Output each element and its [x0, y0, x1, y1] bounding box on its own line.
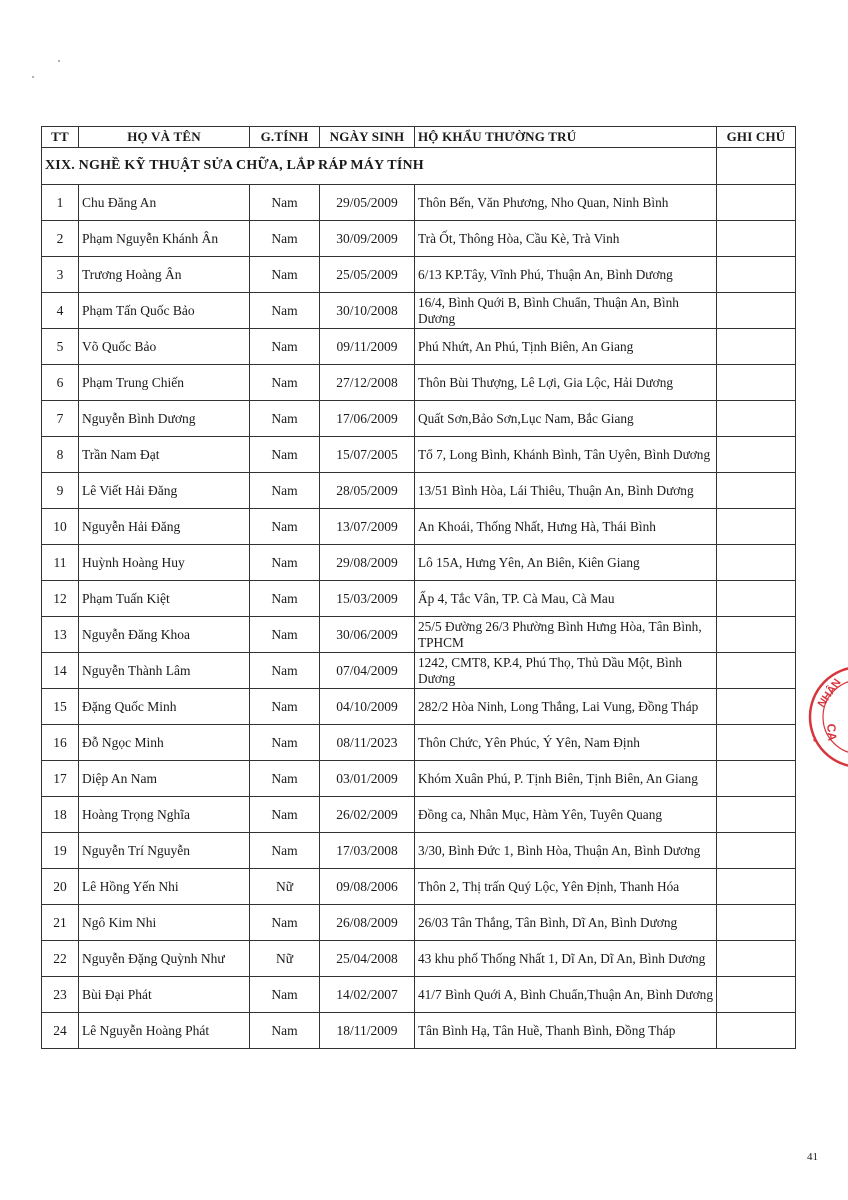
row-tt: 19 [42, 833, 79, 869]
table-row [42, 365, 796, 401]
row-address: Lô 15A, Hưng Yên, An Biên, Kiên Giang [415, 545, 717, 581]
row-note [717, 725, 796, 761]
row-dob: 17/06/2009 [320, 401, 415, 437]
row-tt: 5 [42, 329, 79, 365]
row-name: Nguyễn Bình Dương [79, 401, 250, 437]
row-name: Ngô Kim Nhi [79, 905, 250, 941]
table-row [42, 833, 796, 869]
row-address: 282/2 Hòa Ninh, Long Thắng, Lai Vung, Đồng Tháp [415, 689, 717, 725]
row-sex: Nam [250, 437, 320, 473]
row-dob: 30/09/2009 [320, 221, 415, 257]
row-dob: 15/07/2005 [320, 437, 415, 473]
row-note [717, 941, 796, 977]
row-sex: Nam [250, 545, 320, 581]
row-address: 13/51 Bình Hòa, Lái Thiêu, Thuận An, Bình Dương [415, 473, 717, 509]
row-sex: Nam [250, 905, 320, 941]
row-note [717, 905, 796, 941]
table-row [42, 293, 796, 329]
row-address: Thôn Chức, Yên Phúc, Ý Yên, Nam Định [415, 725, 717, 761]
row-tt: 20 [42, 869, 79, 905]
row-dob: 15/03/2009 [320, 581, 415, 617]
row-note [717, 545, 796, 581]
row-note [717, 581, 796, 617]
row-note [717, 653, 796, 689]
row-tt: 10 [42, 509, 79, 545]
table-row [42, 653, 796, 689]
table-row [42, 905, 796, 941]
table-row [42, 869, 796, 905]
row-sex: Nam [250, 797, 320, 833]
row-dob: 07/04/2009 [320, 653, 415, 689]
row-address: An Khoái, Thống Nhất, Hưng Hà, Thái Bình [415, 509, 717, 545]
row-tt: 7 [42, 401, 79, 437]
row-note [717, 833, 796, 869]
row-note [717, 329, 796, 365]
row-sex: Nam [250, 1013, 320, 1049]
row-name: Nguyễn Đặng Quỳnh Như [79, 941, 250, 977]
row-dob: 14/02/2007 [320, 977, 415, 1013]
row-name: Phạm Tấn Quốc Bảo [79, 293, 250, 329]
row-dob: 04/10/2009 [320, 689, 415, 725]
row-dob: 25/04/2008 [320, 941, 415, 977]
row-note [717, 221, 796, 257]
header-dob: NGÀY SINH [320, 127, 415, 148]
table-row [42, 185, 796, 221]
header-note: GHI CHÚ [717, 127, 796, 148]
row-tt: 21 [42, 905, 79, 941]
header-tt: TT [42, 127, 79, 148]
scan-speck [32, 76, 34, 78]
row-address: Đồng ca, Nhân Mục, Hàm Yên, Tuyên Quang [415, 797, 717, 833]
stamp-outer-ring [810, 667, 848, 767]
row-tt: 8 [42, 437, 79, 473]
row-name: Nguyễn Thành Lâm [79, 653, 250, 689]
row-name: Trần Nam Đạt [79, 437, 250, 473]
row-tt: 4 [42, 293, 79, 329]
row-note [717, 473, 796, 509]
row-note [717, 401, 796, 437]
row-tt: 16 [42, 725, 79, 761]
table-row [42, 545, 796, 581]
header-name: HỌ VÀ TÊN [79, 127, 250, 148]
row-dob: 29/05/2009 [320, 185, 415, 221]
row-sex: Nam [250, 401, 320, 437]
table-row [42, 509, 796, 545]
row-dob: 13/07/2009 [320, 509, 415, 545]
table-row [42, 437, 796, 473]
row-sex: Nam [250, 257, 320, 293]
row-name: Phạm Nguyễn Khánh Ân [79, 221, 250, 257]
stamp-dot [813, 738, 816, 741]
row-tt: 17 [42, 761, 79, 797]
row-tt: 6 [42, 365, 79, 401]
row-dob: 28/05/2009 [320, 473, 415, 509]
row-tt: 18 [42, 797, 79, 833]
row-name: Nguyễn Trí Nguyễn [79, 833, 250, 869]
row-address: Trà Ốt, Thông Hòa, Cầu Kè, Trà Vinh [415, 221, 717, 257]
row-note [717, 257, 796, 293]
row-name: Chu Đăng An [79, 185, 250, 221]
row-dob: 25/05/2009 [320, 257, 415, 293]
row-note [717, 1013, 796, 1049]
scan-speck [58, 60, 60, 62]
row-sex: Nam [250, 473, 320, 509]
row-address: Tân Bình Hạ, Tân Huề, Thanh Bình, Đồng Tháp [415, 1013, 717, 1049]
row-address: Phú Nhứt, An Phú, Tịnh Biên, An Giang [415, 329, 717, 365]
table-row [42, 473, 796, 509]
row-note [717, 437, 796, 473]
row-name: Phạm Trung Chiến [79, 365, 250, 401]
row-tt: 9 [42, 473, 79, 509]
row-address: Thôn 2, Thị trấn Quý Lộc, Yên Định, Thanh Hóa [415, 869, 717, 905]
row-sex: Nữ [250, 869, 320, 905]
page-number: 41 [807, 1151, 818, 1163]
row-tt: 12 [42, 581, 79, 617]
row-tt: 22 [42, 941, 79, 977]
row-address: Quất Sơn,Bảo Sơn,Lục Nam, Bắc Giang [415, 401, 717, 437]
row-note [717, 617, 796, 653]
row-name: Đặng Quốc Minh [79, 689, 250, 725]
row-tt: 2 [42, 221, 79, 257]
row-address: 1242, CMT8, KP.4, Phú Thọ, Thủ Dầu Một, Bình Dương [415, 653, 717, 689]
row-sex: Nam [250, 581, 320, 617]
row-dob: 03/01/2009 [320, 761, 415, 797]
table-row [42, 725, 796, 761]
row-sex: Nam [250, 977, 320, 1013]
section-title: XIX. NGHỀ KỸ THUẬT SỬA CHỮA, LẮP RÁP MÁY TÍNH [42, 148, 717, 185]
row-tt: 13 [42, 617, 79, 653]
stamp-text-2: CA [824, 723, 840, 742]
header-address: HỘ KHẨU THƯỜNG TRÚ [415, 127, 717, 148]
row-address: Thôn Bến, Văn Phương, Nho Quan, Ninh Bình [415, 185, 717, 221]
table-row [42, 977, 796, 1013]
row-sex: Nam [250, 653, 320, 689]
row-sex: Nam [250, 761, 320, 797]
row-address: 41/7 Bình Quới A, Bình Chuẩn,Thuận An, Bình Dương [415, 977, 717, 1013]
row-address: Ấp 4, Tắc Vân, TP. Cà Mau, Cà Mau [415, 581, 717, 617]
row-dob: 26/08/2009 [320, 905, 415, 941]
row-address: Tổ 7, Long Bình, Khánh Bình, Tân Uyên, Bình Dương [415, 437, 717, 473]
row-sex: Nam [250, 833, 320, 869]
row-sex: Nam [250, 689, 320, 725]
table-row [42, 401, 796, 437]
row-address: 26/03 Tân Thắng, Tân Bình, Dĩ An, Bình Dương [415, 905, 717, 941]
row-sex: Nam [250, 185, 320, 221]
table-row [42, 761, 796, 797]
table-row [42, 689, 796, 725]
row-dob: 08/11/2023 [320, 725, 415, 761]
row-note [717, 365, 796, 401]
row-note [717, 869, 796, 905]
row-sex: Nam [250, 365, 320, 401]
row-address: 43 khu phố Thống Nhất 1, Dĩ An, Dĩ An, Bình Dương [415, 941, 717, 977]
table-row [42, 329, 796, 365]
row-name: Nguyễn Đăng Khoa [79, 617, 250, 653]
row-sex: Nam [250, 329, 320, 365]
row-address: Khóm Xuân Phú, P. Tịnh Biên, Tịnh Biên, An Giang [415, 761, 717, 797]
table-row [42, 797, 796, 833]
row-name: Võ Quốc Bảo [79, 329, 250, 365]
row-dob: 09/11/2009 [320, 329, 415, 365]
table-row [42, 221, 796, 257]
row-dob: 26/02/2009 [320, 797, 415, 833]
row-address: 6/13 KP.Tây, Vĩnh Phú, Thuận An, Bình Dương [415, 257, 717, 293]
row-note [717, 293, 796, 329]
row-note [717, 761, 796, 797]
row-name: Lê Nguyễn Hoàng Phát [79, 1013, 250, 1049]
official-seal-stamp [805, 662, 848, 772]
row-sex: Nam [250, 725, 320, 761]
row-dob: 17/03/2008 [320, 833, 415, 869]
row-name: Diệp An Nam [79, 761, 250, 797]
row-address: Thôn Bùi Thượng, Lê Lợi, Gia Lộc, Hải Dương [415, 365, 717, 401]
row-name: Lê Viết Hải Đăng [79, 473, 250, 509]
table-header-row [42, 127, 796, 148]
row-name: Huỳnh Hoàng Huy [79, 545, 250, 581]
row-note [717, 689, 796, 725]
stamp-text: NHÂN [815, 676, 844, 710]
row-sex: Nữ [250, 941, 320, 977]
row-dob: 27/12/2008 [320, 365, 415, 401]
row-dob: 30/06/2009 [320, 617, 415, 653]
row-tt: 24 [42, 1013, 79, 1049]
row-note [717, 797, 796, 833]
row-tt: 23 [42, 977, 79, 1013]
row-tt: 15 [42, 689, 79, 725]
table-row [42, 581, 796, 617]
row-sex: Nam [250, 293, 320, 329]
row-name: Nguyễn Hải Đăng [79, 509, 250, 545]
section-title-row [42, 148, 796, 185]
row-name: Phạm Tuấn Kiệt [79, 581, 250, 617]
row-note [717, 185, 796, 221]
table-row [42, 617, 796, 653]
row-tt: 14 [42, 653, 79, 689]
row-address: 16/4, Bình Quới B, Bình Chuẩn, Thuận An, Bình Dương [415, 293, 717, 329]
row-note [717, 509, 796, 545]
row-name: Hoàng Trọng Nghĩa [79, 797, 250, 833]
table-row [42, 257, 796, 293]
row-name: Trương Hoàng Ân [79, 257, 250, 293]
row-sex: Nam [250, 617, 320, 653]
section-note-cell [717, 148, 796, 185]
row-sex: Nam [250, 221, 320, 257]
row-dob: 18/11/2009 [320, 1013, 415, 1049]
row-dob: 29/08/2009 [320, 545, 415, 581]
row-tt: 1 [42, 185, 79, 221]
row-note [717, 977, 796, 1013]
table-row [42, 1013, 796, 1049]
row-tt: 11 [42, 545, 79, 581]
row-tt: 3 [42, 257, 79, 293]
row-dob: 09/08/2006 [320, 869, 415, 905]
row-name: Đỗ Ngọc Minh [79, 725, 250, 761]
row-sex: Nam [250, 509, 320, 545]
row-address: 25/5 Đường 26/3 Phường Bình Hưng Hòa, Tân Bình, TPHCM [415, 617, 717, 653]
header-sex: G.TÍNH [250, 127, 320, 148]
row-name: Lê Hồng Yến Nhi [79, 869, 250, 905]
row-address: 3/30, Bình Đức 1, Bình Hòa, Thuận An, Bình Dương [415, 833, 717, 869]
row-dob: 30/10/2008 [320, 293, 415, 329]
row-name: Bùi Đại Phát [79, 977, 250, 1013]
student-roster-table [41, 126, 796, 1049]
table-row [42, 941, 796, 977]
